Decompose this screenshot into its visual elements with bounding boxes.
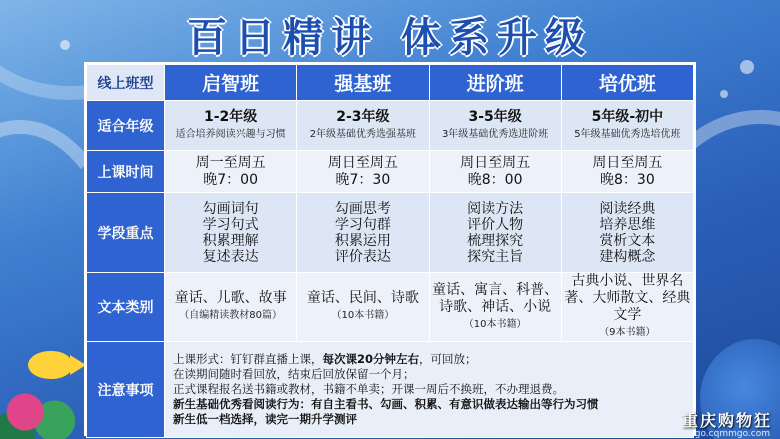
focus-cell	[561, 193, 693, 273]
notes-line-5: 新生低一档选择，读完一期升学测评	[173, 412, 357, 426]
focus-item: 勾画思考	[334, 200, 391, 217]
watermark-url: go.cqmmgo.com	[694, 429, 770, 439]
genre-cell	[165, 273, 297, 342]
time-days: 周日至周五	[327, 154, 398, 171]
focus-item: 积累理解	[202, 232, 259, 249]
focus-item: 探究主旨	[467, 248, 524, 265]
notes-line-3: 正式课程报名送书籍或教材，书籍不单卖；开课一周后不换班，不办理退费。	[173, 382, 564, 396]
time-days: 周一至周五	[195, 154, 266, 171]
focus-item: 复述表达	[202, 248, 259, 265]
genre-main: 童话、民间、诗歌	[306, 290, 419, 306]
bubble	[720, 90, 728, 98]
table-row-notes	[87, 342, 694, 438]
grade-sub: 2年级基础优秀选强基班	[309, 128, 417, 140]
focus-cell	[165, 193, 297, 273]
genre-sub: （10本书籍）	[331, 310, 395, 321]
header-class-2: 强基班	[297, 65, 429, 101]
time-cell	[561, 151, 693, 193]
genre-sub: （10本书籍）	[463, 318, 527, 330]
time-days: 周日至周五	[460, 154, 531, 171]
focus-cell	[429, 193, 561, 273]
class-table-card	[84, 62, 696, 436]
grade-cell	[561, 101, 693, 151]
notes-line-1c: ，可回放；	[419, 352, 477, 366]
notes-line-2: 在读期间随时看回放，结束后回放保留一个月；	[173, 367, 415, 381]
row-label-grade: 适合年级	[87, 101, 165, 151]
grade-sub: 适合培养阅读兴趣与习惯	[175, 128, 286, 140]
focus-item: 梳理探究	[467, 232, 524, 249]
genre-main: 童话、寓言、科普、诗歌、神话、小说	[432, 281, 559, 315]
focus-item: 建构概念	[599, 248, 656, 265]
notes-cell	[165, 342, 694, 438]
focus-item: 学习句群	[334, 216, 391, 233]
grade-cell	[429, 101, 561, 151]
time-days: 周日至周五	[592, 154, 663, 171]
header-first-cell: 线上班型	[87, 65, 165, 101]
genre-main: 古典小说、世界名著、大师散文、经典文学	[564, 273, 691, 323]
time-hour: 晚7：30	[335, 171, 391, 188]
focus-item: 评价表达	[334, 248, 391, 265]
grade-cell	[297, 101, 429, 151]
time-cell	[297, 151, 429, 193]
table-row-time	[87, 151, 694, 193]
grade-main: 2-3年级	[336, 108, 390, 125]
row-label-genre: 文本类别	[87, 273, 165, 342]
fish-icon	[28, 351, 72, 379]
genre-sub: （9本书籍）	[599, 327, 656, 338]
header-class-4: 培优班	[561, 65, 693, 101]
table-row-genre	[87, 273, 694, 342]
genre-cell	[297, 273, 429, 342]
time-cell	[165, 151, 297, 193]
genre-main: 童话、儿歌、故事	[174, 290, 287, 306]
focus-item: 学习句式	[202, 216, 259, 233]
header-class-3: 进阶班	[429, 65, 561, 101]
row-label-time: 上课时间	[87, 151, 165, 193]
class-table	[86, 64, 694, 438]
notes-line-4: 新生基础优秀看阅读行为：有自主看书、勾画、积累、有意识做表达输出等行为习惯	[173, 397, 599, 411]
notes-line-1	[173, 352, 685, 367]
grade-main: 3-5年级	[468, 108, 522, 125]
focus-item: 赏析文本	[599, 232, 656, 249]
watermark-text: 重庆购物狂	[681, 411, 772, 430]
table-row-focus	[87, 193, 694, 273]
page-title: 百日精讲 体系升级	[187, 15, 593, 61]
grade-sub: 5年级基础优秀选培优班	[574, 128, 681, 140]
focus-item: 评价人物	[467, 216, 524, 233]
row-label-focus: 学段重点	[87, 193, 165, 273]
focus-cell	[297, 193, 429, 273]
time-hour: 晚7：00	[203, 171, 258, 188]
grade-main: 5年级-初中	[591, 108, 664, 125]
focus-item: 阅读方法	[467, 200, 524, 217]
focus-item: 积累运用	[334, 232, 391, 249]
time-hour: 晚8：30	[600, 171, 655, 188]
focus-item: 勾画词句	[202, 200, 259, 217]
focus-item: 阅读经典	[599, 200, 656, 217]
grade-sub: 3年级基础优秀选进阶班	[441, 128, 549, 140]
table-row-grade	[87, 101, 694, 151]
time-cell	[429, 151, 561, 193]
genre-cell	[429, 273, 561, 342]
grade-cell	[165, 101, 297, 151]
grade-main: 1-2年级	[203, 108, 258, 125]
genre-sub: （自编精读教材80篇）	[179, 310, 282, 321]
row-label-notes: 注意事项	[87, 342, 165, 438]
time-hour: 晚8：00	[467, 171, 523, 188]
focus-item: 培养思维	[599, 216, 656, 233]
genre-cell	[561, 273, 693, 342]
header-class-1: 启智班	[165, 65, 297, 101]
notes-line-1b: 每次课20分钟左右	[322, 352, 420, 366]
table-header-row	[87, 65, 694, 101]
notes-line-1a: 上课形式：钉钉群直播上课，	[173, 352, 323, 366]
